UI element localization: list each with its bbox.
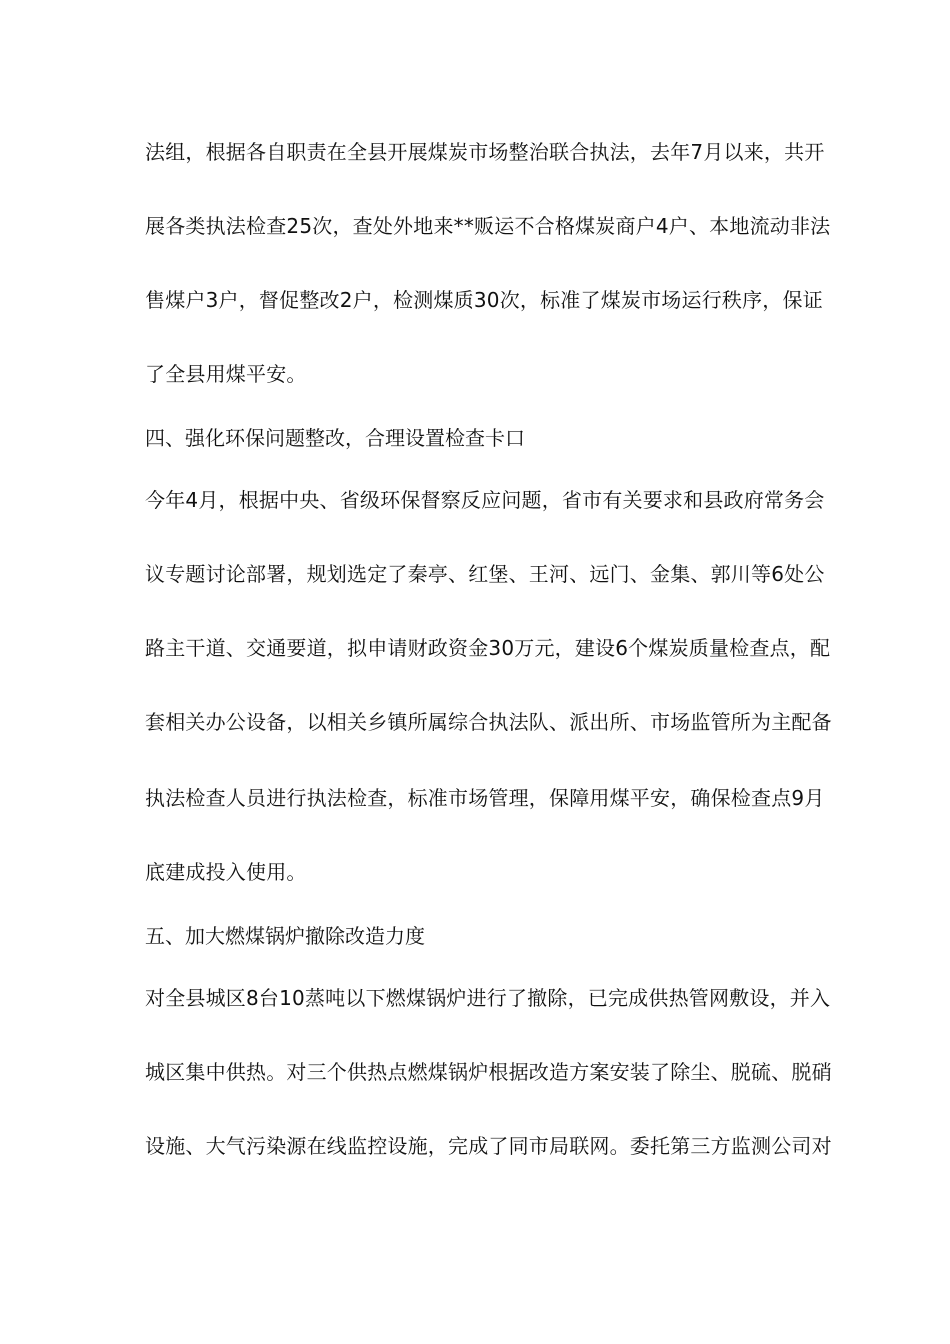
section-heading: 四、强化环保问题整改，合理设置检查卡口 (145, 426, 525, 450)
paragraph-line: 路主干道、交通要道，拟申请财政资金30万元，建设6个煤炭质量检查点，配 (145, 636, 831, 660)
paragraph-line: 议专题讨论部署，规划选定了秦亭、红堡、王河、远门、金集、郭川等6处公 (145, 562, 825, 586)
paragraph-line: 设施、大气污染源在线监控设施，完成了同市局联网。委托第三方监测公司对 (145, 1134, 832, 1158)
paragraph-line: 套相关办公设备，以相关乡镇所属综合执法队、派出所、市场监管所为主配备 (145, 710, 832, 734)
paragraph-line: 底建成投入使用。 (145, 860, 307, 884)
paragraph-line: 今年4月，根据中央、省级环保督察反应问题，省市有关要求和县政府常务会 (145, 488, 825, 512)
paragraph-line: 对全县城区8台10蒸吨以下燃煤锅炉进行了撤除，已完成供热管网敷设，并入 (145, 986, 831, 1010)
paragraph-line: 法组，根据各自职责在全县开展煤炭市场整治联合执法，去年7月以来，共开 (145, 140, 825, 164)
section-heading: 五、加大燃煤锅炉撤除改造力度 (145, 924, 425, 948)
paragraph-line: 执法检查人员进行执法检查，标准市场管理，保障用煤平安，确保检查点9月 (145, 786, 825, 810)
paragraph-line: 展各类执法检查25次，查处外地来**贩运不合格煤炭商户4户、本地流动非法 (145, 214, 831, 238)
paragraph-line: 城区集中供热。对三个供热点燃煤锅炉根据改造方案安装了除尘、脱硫、脱硝 (145, 1060, 832, 1084)
paragraph-line: 了全县用煤平安。 (145, 362, 307, 386)
paragraph-line: 售煤户3户，督促整改2户，检测煤质30次，标准了煤炭市场运行秩序，保证 (145, 288, 823, 312)
